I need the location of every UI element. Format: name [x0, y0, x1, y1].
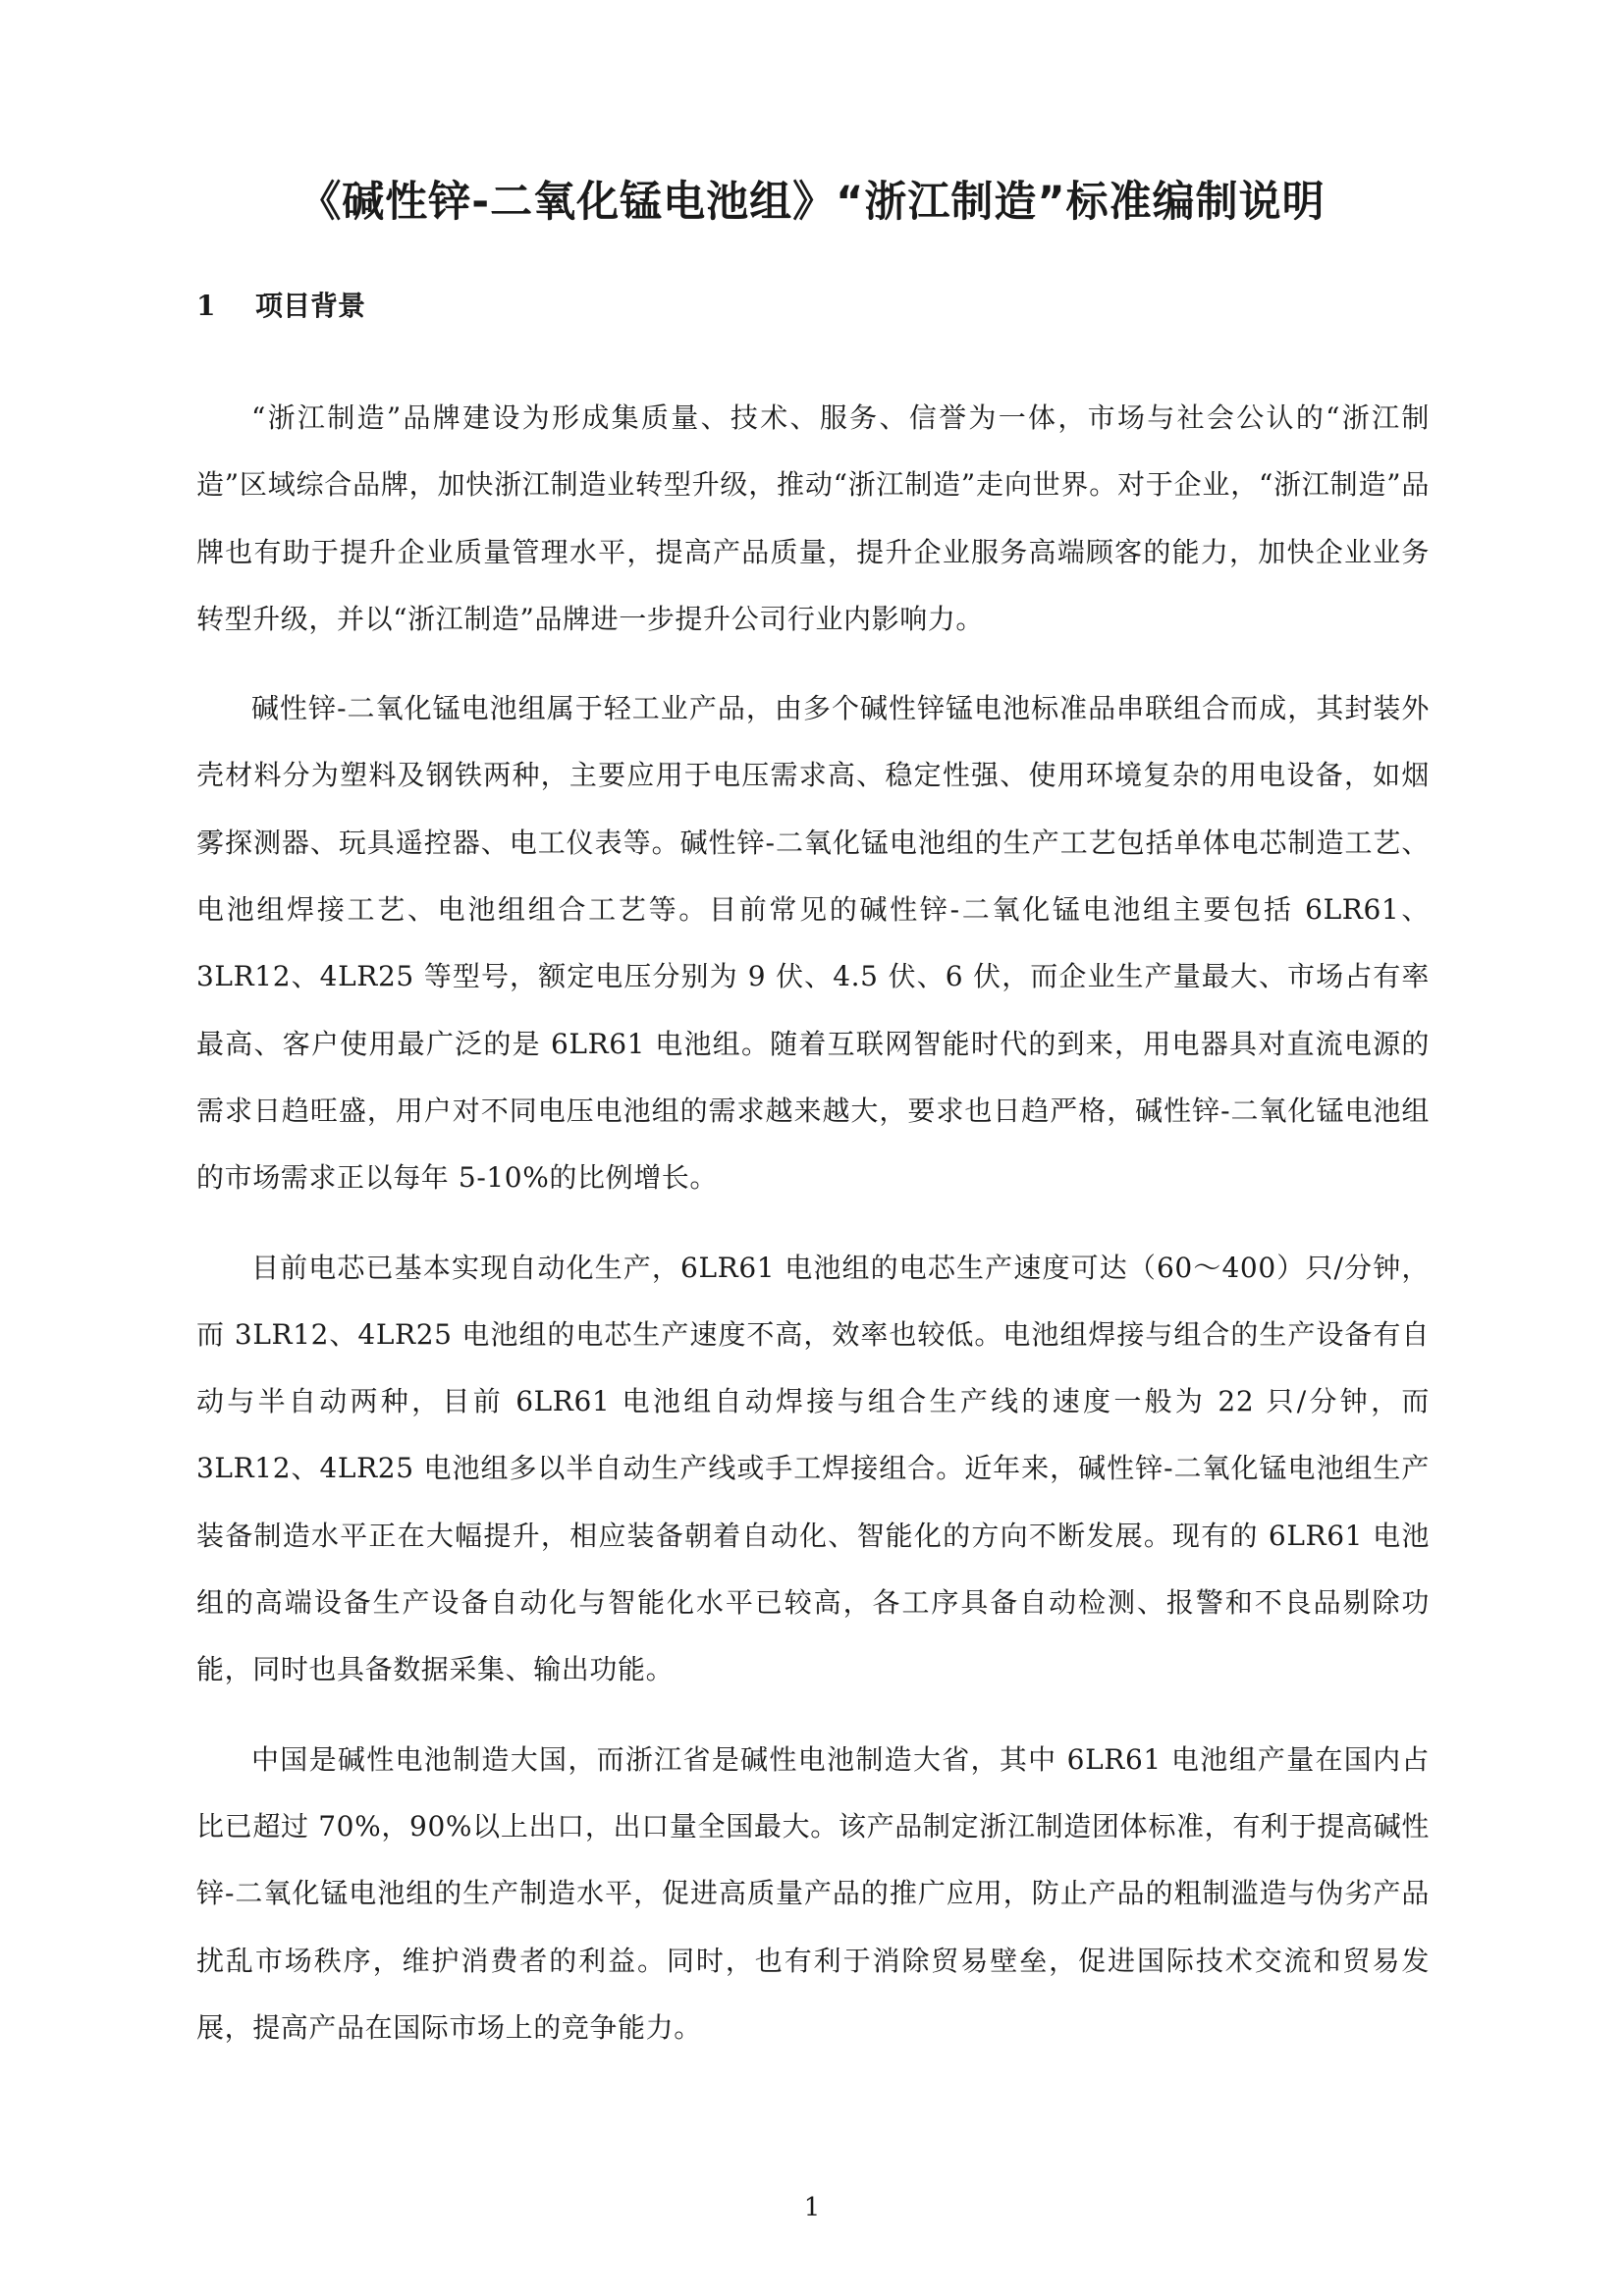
section-heading	[196, 287, 365, 326]
section-number: 1	[196, 290, 216, 322]
paragraph-brand-background: “浙江制造”品牌建设为形成集质量、技术、服务、信誉为一体，市场与社会公认的“浙江制造”区域综合品牌，加快浙江制造业转型升级，推动“浙江制造”走向世界。对于企业，“浙江制造”品牌也有助于提升企业质量管理水平，提高产品质量，提升企业服务高端顾客的能力，加快企业业务转型升级，并以“浙江制造”品牌进一步提升公司行业内影响力。	[196, 401, 1430, 635]
document-body	[196, 385, 1430, 2084]
paragraph-industry-significance: 中国是碱性电池制造大国，而浙江省是碱性电池制造大省，其中 6LR61 电池组产量在国内占比已超过 70%，90%以上出口，出口量全国最大。该产品制定浙江制造团体标准，有利于提高碱性锌-二氧化锰电池组的生产制造水平，促进高质量产品的推广应用，防止产品的粗制滥造与伪劣产品扰乱市场秩序，维护消费者的利益。同时，也有利于消除贸易壁垒，促进国际技术交流和贸易发展，提高产品在国际市场上的竞争能力。	[196, 1742, 1430, 2044]
document-title: 《碱性锌-二氧化锰电池组》“浙江制造”标准编制说明	[298, 178, 1326, 227]
paragraph-product-overview: 碱性锌-二氧化锰电池组属于轻工业产品，由多个碱性锌锰电池标准品串联组合而成，其封装外壳材料分为塑料及钢铁两种，主要应用于电压需求高、稳定性强、使用环境复杂的用电设备，如烟雾探测器、玩具遥控器、电工仪表等。碱性锌-二氧化锰电池组的生产工艺包括单体电芯制造工艺、电池组焊接工艺、电池组组合工艺等。目前常见的碱性锌-二氧化锰电池组主要包括 6LR61、3LR12、4LR25 等型号，额定电压分别为 9 伏、4.5 伏、6 伏，而企业生产量最大、市场占有率最高、客户使用最广泛的是 6LR61 电池组。随着互联网智能时代的到来，用电器具对直流电源的需求日趋旺盛，用户对不同电压电池组的需求越来越大，要求也日趋严格，碱性锌-二氧化锰电池组的市场需求正以每年 5-10%的比例增长。	[196, 692, 1430, 1195]
paragraph-production-status: 目前电芯已基本实现自动化生产，6LR61 电池组的电芯生产速度可达（60～400）只/分钟，而 3LR12、4LR25 电池组的电芯生产速度不高，效率也较低。电池组焊接与组合的生产设备有自动与半自动两种，目前 6LR61 电池组自动焊接与组合生产线的速度一般为 22 只/分钟，而 3LR12、4LR25 电池组多以半自动生产线或手工焊接组合。近年来，碱性锌-二氧化锰电池组生产装备制造水平正在大幅提升，相应装备朝着自动化、智能化的方向不断发展。现有的 6LR61 电池组的高端设备生产设备自动化与智能化水平已较高，各工序具备自动检测、报警和不良品剔除功能，同时也具备数据采集、输出功能。	[196, 1251, 1430, 1686]
page-number: 1	[803, 2193, 821, 2222]
section-heading-text: 项目背景	[255, 290, 366, 322]
